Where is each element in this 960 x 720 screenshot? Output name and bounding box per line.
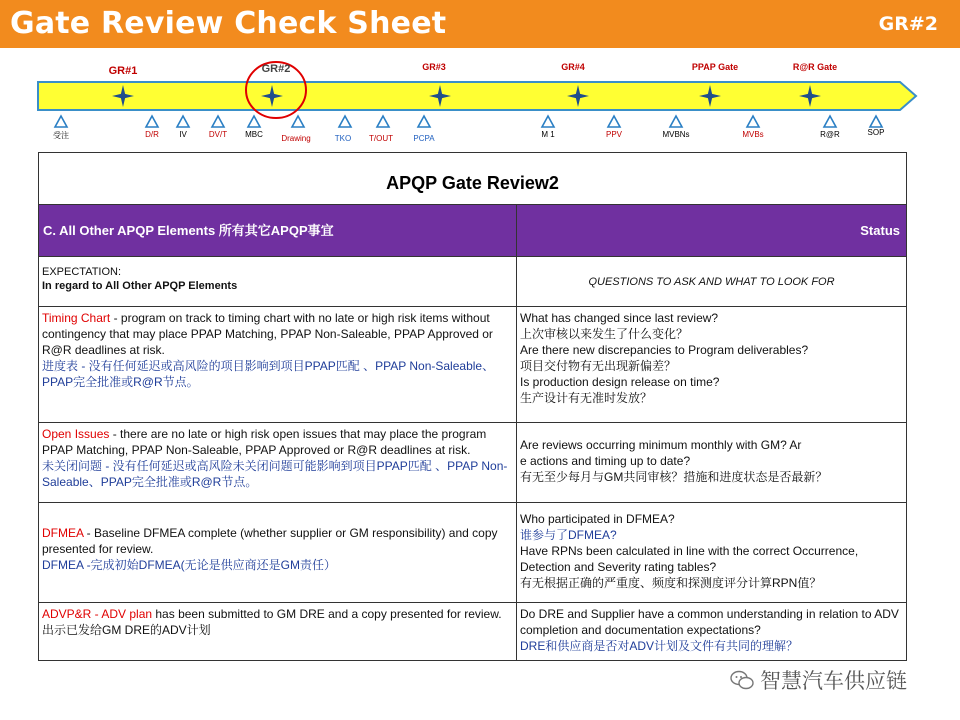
milestone-label: MVBs bbox=[742, 130, 764, 139]
question-line: Do DRE and Supplier have a common understanding in relation to ADV completion and documentation expectations? bbox=[520, 607, 899, 637]
milestone-triangle-icon bbox=[608, 116, 620, 127]
question-line: Are there new discrepancies to Program deliverables? bbox=[520, 343, 809, 357]
question-line: 有无根据正确的严重度、频度和探测度评分计算RPN值？ bbox=[520, 576, 822, 590]
question-line: 谁参与了DFMEA? bbox=[520, 528, 617, 542]
watermark bbox=[730, 665, 907, 695]
expectation-scope: In regard to All Other APQP Elements bbox=[42, 280, 238, 292]
status-cell bbox=[517, 503, 906, 602]
milestone-label: D/R bbox=[145, 130, 159, 139]
milestone-label: Drawing bbox=[281, 134, 311, 143]
milestone-label: PPV bbox=[605, 130, 623, 139]
table-row bbox=[39, 603, 906, 660]
milestone-label: MBC bbox=[245, 130, 263, 139]
question-line: Is production design release on time? bbox=[520, 375, 720, 389]
milestone-label: DV/T bbox=[208, 130, 228, 139]
milestone-triangle-icon bbox=[339, 116, 351, 127]
milestone-label: MVBNs bbox=[662, 130, 690, 139]
item-text: - there are no late or high risk open issues that may place the program PPAP Matching, PPAP Non-Saleable, PPAP Approved or R@R deadlines at risk. bbox=[42, 427, 487, 457]
milestone-triangle-icon bbox=[542, 116, 554, 127]
milestone-label: R@R bbox=[820, 130, 840, 139]
question-line: Who participated in DFMEA? bbox=[520, 512, 675, 526]
section-header-row bbox=[39, 205, 906, 257]
milestone-label: PCPA bbox=[413, 134, 435, 143]
milestone-triangle-icon bbox=[248, 116, 260, 127]
status-cell bbox=[517, 423, 906, 502]
timeline-arrow bbox=[38, 82, 916, 110]
sheet-title: APQP Gate Review2 bbox=[39, 153, 906, 205]
gate-label-gr1: GR#1 bbox=[108, 65, 138, 77]
wechat-icon bbox=[730, 669, 754, 691]
question-line: 项目交付物有无出现新偏差？ bbox=[520, 359, 677, 373]
table-row bbox=[39, 423, 906, 503]
item-text: has been submitted to GM DRE and a copy presented for review. bbox=[152, 607, 502, 621]
table-row bbox=[39, 503, 906, 603]
status-cell bbox=[517, 307, 906, 422]
status-heading: Status bbox=[860, 222, 900, 238]
milestone-label: IV bbox=[179, 130, 187, 139]
milestone-label: M 1 bbox=[541, 130, 555, 139]
milestone-triangle-icon bbox=[212, 116, 224, 127]
item-text: - program on track to timing chart with no late or high risk items without contingency that may place PPAP Matching, PPAP Non-Saleable, PPAP Approved or R@R deadlines at risk. bbox=[42, 311, 493, 357]
item-text-cn: 出示已发给GM DRE的ADV计划 bbox=[42, 623, 211, 637]
watermark-text: 智慧汽车供应链 bbox=[760, 669, 907, 693]
question-line: 有无至少每月与GM共同审核？措施和进度状态是否最新？ bbox=[520, 470, 828, 484]
item-lead: DFMEA bbox=[42, 526, 84, 540]
milestone-triangle-icon bbox=[747, 116, 759, 127]
milestone-triangle-icon bbox=[870, 116, 882, 127]
milestone-triangle-icon bbox=[418, 116, 430, 127]
gate-label-gr2: GR#2 bbox=[261, 63, 291, 75]
question-line: 上次审核以来发生了什么变化？ bbox=[520, 327, 689, 341]
milestone-label: 受注 bbox=[53, 131, 69, 140]
item-text-cn: DFMEA -完成初始DFMEA(无论是供应商还是GM责任） bbox=[42, 558, 336, 572]
milestone-label: TKO bbox=[334, 134, 352, 143]
apqp-timeline bbox=[0, 48, 960, 148]
page-title: Gate Review Check Sheet bbox=[10, 6, 447, 41]
milestone-label: SOP bbox=[867, 128, 885, 137]
title-banner bbox=[0, 0, 960, 48]
expectation-cell bbox=[39, 257, 517, 306]
milestone-triangle-icon bbox=[55, 116, 67, 127]
item-text: - Baseline DFMEA complete (whether supplier or GM responsibility) and copy presented for review. bbox=[42, 526, 498, 556]
expectation-item-cell bbox=[39, 423, 517, 502]
item-lead: Timing Chart bbox=[42, 311, 111, 325]
gate-label-rr: R@R Gate bbox=[792, 62, 838, 72]
gate-tag: GR#2 bbox=[878, 13, 938, 35]
question-line: 生产设计有无准时发放？ bbox=[520, 391, 653, 405]
milestone-triangle-icon bbox=[292, 116, 304, 127]
milestone-triangle-icon bbox=[177, 116, 189, 127]
question-line: Have RPNs been calculated in line with the correct Occurrence, Detection and Severity rating tables? bbox=[520, 544, 859, 574]
expectation-item-cell bbox=[39, 603, 517, 660]
section-heading: C. All Other APQP Elements 所有其它APQP事宜 bbox=[39, 205, 517, 256]
expectation-row bbox=[39, 257, 906, 307]
gate-review-table bbox=[38, 152, 907, 661]
expectation-item-cell bbox=[39, 503, 517, 602]
question-line: What has changed since last review? bbox=[520, 311, 719, 325]
milestone-triangle-icon bbox=[824, 116, 836, 127]
item-lead: Open Issues bbox=[42, 427, 110, 441]
question-line: Are reviews occurring minimum monthly with GM? Ar bbox=[520, 438, 802, 452]
table-row bbox=[39, 307, 906, 423]
milestone-label: T/OUT bbox=[369, 134, 393, 143]
item-text-cn: 未关闭问题 - 没有任何延迟或高风险未关闭问题可能影响到项目PPAP匹配 、PPAP Non-Saleable、PPAP完全批准或R@R节点。 bbox=[42, 459, 508, 489]
milestone-triangle-icon bbox=[377, 116, 389, 127]
gate-label-gr3: GR#3 bbox=[422, 62, 446, 72]
milestone-triangle-icon bbox=[146, 116, 158, 127]
question-line: DRE和供应商是否对ADV计划及文件有共同的理解？ bbox=[520, 639, 799, 653]
expectation-item-cell bbox=[39, 307, 517, 422]
milestone-triangle-icon bbox=[670, 116, 682, 127]
questions-heading: QUESTIONS TO ASK AND WHAT TO LOOK FOR bbox=[588, 275, 835, 288]
status-cell bbox=[517, 603, 906, 660]
item-lead: ADVP&R - ADV plan bbox=[42, 607, 153, 621]
item-text-cn: 进度表 - 没有任何延迟或高风险的项目影响到项目PPAP匹配 、PPAP Non-Saleable、PPAP完全批准或R@R节点。 bbox=[42, 359, 495, 389]
expectation-label: EXPECTATION: bbox=[42, 266, 122, 278]
gate-label-ppap: PPAP Gate bbox=[691, 62, 739, 72]
question-line: e actions and timing up to date? bbox=[520, 454, 691, 468]
gate-label-gr4: GR#4 bbox=[561, 62, 585, 72]
